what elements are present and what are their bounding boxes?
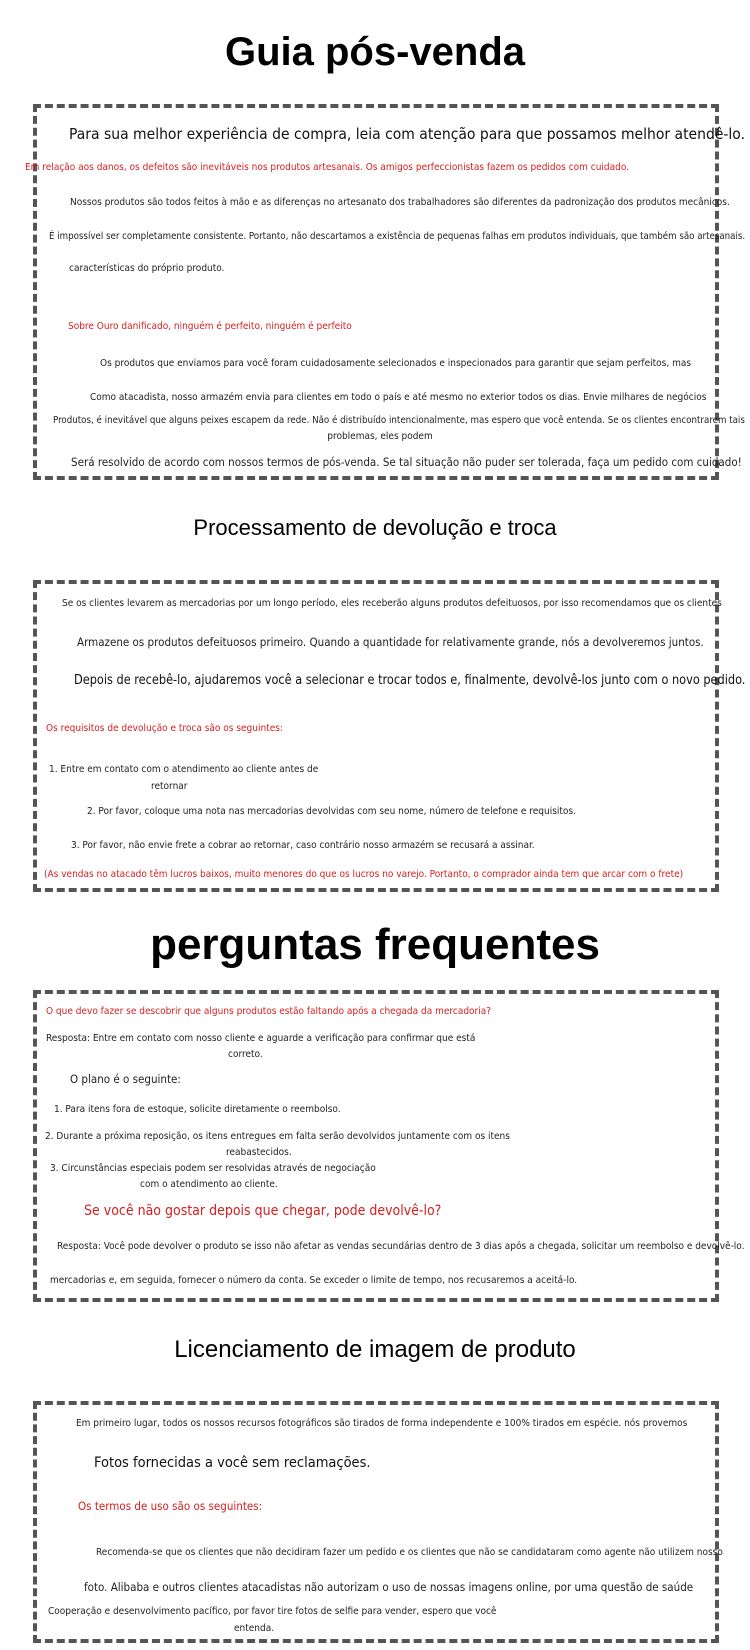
faq-answer-1: Resposta: Entre em contato com nosso cliente e aguarde a verificação para confirmar que está	[46, 1033, 476, 1044]
faq-plan-item-3: 3. Circunstâncias especiais podem ser resolvidas através de negociação	[50, 1163, 376, 1174]
guide-text-line: problemas, eles podem	[327, 431, 433, 442]
faq-plan-item-3-cont: com o atendimento ao cliente.	[140, 1179, 278, 1190]
returns-requirement-2: 2. Por favor, coloque uma nota nas mercadorias devolvidas com seu nome, número de telefone e requisitos.	[87, 806, 576, 817]
licensing-text-line: Cooperação e desenvolvimento pacífico, por favor tire fotos de selfie para vender, espero que você	[48, 1606, 497, 1617]
guide-text-line: É impossível ser completamente consistente. Portanto, não descartamos a existência de pequenas falhas em produtos individuais, que também são artesanais.	[49, 231, 746, 242]
licensing-terms-heading: Os termos de uso são os seguintes:	[78, 1499, 263, 1513]
returns-requirement-1-cont: retornar	[151, 781, 188, 792]
faq-answer-2-cont: mercadorias e, em seguida, fornecer o número da conta. Se exceder o limite de tempo, nos recusaremos a aceitá-lo.	[50, 1275, 578, 1286]
guide-text-line: características do próprio produto.	[69, 263, 225, 274]
returns-text-line: Armazene os produtos defeituosos primeiro. Quando a quantidade for relativamente grande, nós a devolveremos juntos.	[77, 635, 704, 649]
guide-subheading: Sobre Ouro danificado, ninguém é perfeito, ninguém é perfeito	[68, 321, 352, 332]
guide-intro: Para sua melhor experiência de compra, leia com atenção para que possamos melhor atendê-lo.	[69, 125, 745, 143]
faq-plan-item-2: 2. Durante a próxima reposição, os itens entregues em falta serão devolvidos juntamente com os itens	[45, 1131, 510, 1142]
faq-plan-item-1: 1. Para itens fora de estoque, solicite diretamente o reembolso.	[54, 1104, 341, 1115]
licensing-text-line: Em primeiro lugar, todos os nossos recursos fotográficos são tirados de forma independente e 100% tirados em espécie. nós provemos	[76, 1418, 688, 1429]
licensing-text-line: entenda.	[234, 1623, 275, 1634]
faq-title: perguntas frequentes	[150, 920, 600, 969]
returns-freight-note: (As vendas no atacado têm lucros baixos, muito menores do que os lucros no varejo. Portanto, o comprador ainda tem que arcar com o frete)	[44, 869, 684, 880]
guide-text-line: Nossos produtos são todos feitos à mão e as diferenças no artesanato dos trabalhadores são diferentes da padronização dos produtos mecânicos.	[70, 197, 730, 208]
faq-plan-heading: O plano é o seguinte:	[70, 1072, 181, 1086]
returns-text-line: Depois de recebê-lo, ajudaremos você a selecionar e trocar todos e, finalmente, devolvê-los junto com o novo pedido.	[74, 673, 746, 688]
licensing-text-line: Fotos fornecidas a você sem reclamações.	[94, 1455, 371, 1471]
licensing-text-line: foto. Alibaba e outros clientes atacadistas não autorizam o uso de nossas imagens online, por uma questão de saúde	[84, 1580, 694, 1594]
guide-text-line: Os produtos que enviamos para você foram cuidadosamente selecionados e inspecionados para garantir que sejam perfeitos, mas	[100, 358, 692, 369]
guide-text-line: Produtos, é inevitável que alguns peixes escapem da rede. Não é distribuído intencionalmente, mas espero que você entenda. Se os clientes encontrarem tais	[53, 415, 745, 426]
guide-closing-line: Será resolvido de acordo com nossos termos de pós-venda. Se tal situação não puder ser tolerada, faça um pedido com cuidado!	[71, 455, 742, 469]
returns-requirements-heading: Os requisitos de devolução e troca são os seguintes:	[46, 723, 283, 734]
guide-title: Guia pós-venda	[224, 30, 526, 74]
returns-title: Processamento de devolução e troca	[193, 515, 557, 540]
faq-plan-item-2-cont: reabastecidos.	[226, 1147, 292, 1158]
faq-answer-1-cont: correto.	[228, 1049, 263, 1060]
returns-requirement-3: 3. Por favor, não envie frete a cobrar ao retornar, caso contrário nosso armazém se recusará a assinar.	[71, 840, 535, 851]
faq-question-2: Se você não gostar depois que chegar, pode devolvê-lo?	[84, 1203, 442, 1219]
guide-text-line: Como atacadista, nosso armazém envia para clientes em todo o país e até mesmo no exterior todos os dias. Envie milhares de negócios	[90, 392, 707, 403]
returns-text-line: Se os clientes levarem as mercadorias por um longo período, eles receberão alguns produtos defeituosos, por isso recomendamos que os clientes	[62, 598, 722, 609]
returns-requirement-1: 1. Entre em contato com o atendimento ao cliente antes de	[49, 764, 319, 775]
faq-answer-2: Resposta: Você pode devolver o produto se isso não afetar as vendas secundárias dentro de 3 dias após a chegada, solicitar um reembolso e devolvê-lo.	[57, 1241, 745, 1252]
faq-question-1: O que devo fazer se descobrir que alguns produtos estão faltando após a chegada da mercadoria?	[46, 1006, 492, 1017]
licensing-title: Licenciamento de imagem de produto	[174, 1336, 576, 1363]
guide-damage-note: Em relação aos danos, os defeitos são inevitáveis nos produtos artesanais. Os amigos perfeccionistas fazem os pedidos com cuidado.	[25, 162, 630, 173]
licensing-text-line: Recomenda-se que os clientes que não decidiram fazer um pedido e os clientes que não se candidataram como agente não utilizem nosso	[96, 1547, 723, 1558]
